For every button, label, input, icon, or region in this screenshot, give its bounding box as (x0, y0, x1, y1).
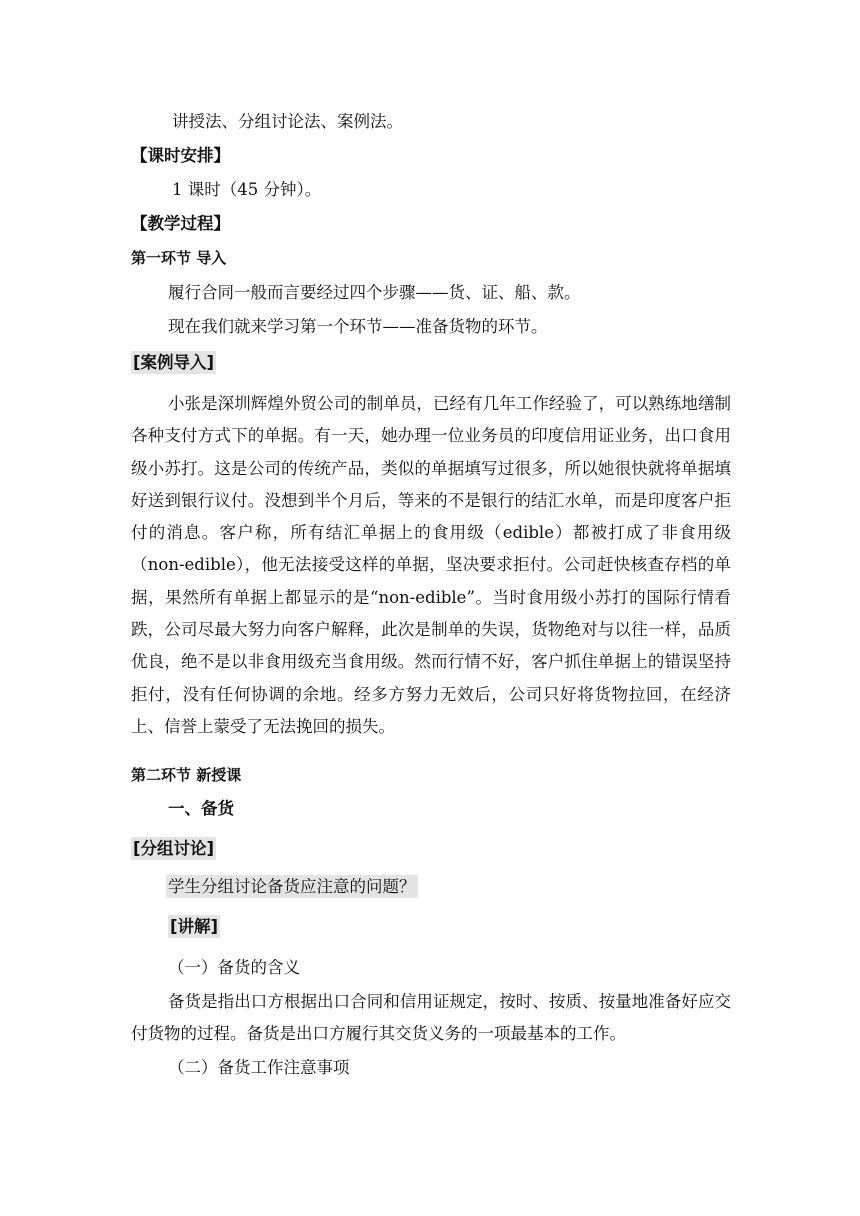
section1-heading: 第一环节 导入 (131, 249, 227, 267)
case-text: 小张是深圳辉煌外贸公司的制单员，已经有几年工作经验了，可以熟练地缮制各种支付方式下的单据。有一天，她办理一位业务员的印度信用证业务，出口食用级小苏打。这是公司的传统产品，类似的单据填写过很多，所以她很快就将单据填好送到银行议付。没想到半个月后，等来的不是银行的结汇水单，而是印度客户拒付的消息。客户称，所有结汇单据上的食用级（edible）都被打成了非食用级（non-edible），他无法接受这样的单据，坚决要求拒付。公司赶快核查存档的单据，果然所有单据上都显示的是“non-edible”。当时食用级小苏打的国际行情看跌，公司尽最大努力向客户解释，此次是制单的失误，货物绝对与以往一样，品质优良，绝不是以非食用级充当食用级。然而行情不好，客户抓住单据上的错误坚持拒付，没有任何协调的余地。经多方努力无效后，公司只好将货物拉回，在经济上、信誉上蒙受了无法挽回的损失。 (131, 394, 731, 736)
teaching-methods: 讲授法、分组讨论法、案例法。 (172, 112, 403, 131)
sub2-heading: （二）备货工作注意事项 (168, 1058, 350, 1077)
sub1-text: 备货是指出口方根据出口合同和信用证规定，按时、按质、按量地准备好应交付货物的过程。备货是出口方履行其交货义务的一项最基本的工作。 (131, 992, 731, 1044)
part1-heading: 一、备货 (168, 799, 234, 818)
intro-line-1: 履行合同一般而言要经过四个步骤——货、证、船、款。 (168, 283, 581, 302)
section2-heading: 第二环节 新授课 (131, 766, 242, 784)
intro-line-2: 现在我们就来学习第一个环节——准备货物的环节。 (168, 317, 548, 336)
sub1-heading: （一）备货的含义 (168, 958, 300, 977)
schedule-text: 1 课时（45 分钟）。 (172, 180, 322, 199)
group-discussion-label: [分组讨论] (133, 839, 215, 858)
lecture-label: [讲解] (170, 917, 219, 936)
schedule-heading: 【课时安排】 (131, 146, 230, 165)
group-question: 学生分组讨论备货应注意的问题？ (168, 877, 416, 896)
case-label: [案例导入] (133, 353, 215, 372)
process-heading: 【教学过程】 (131, 214, 230, 233)
